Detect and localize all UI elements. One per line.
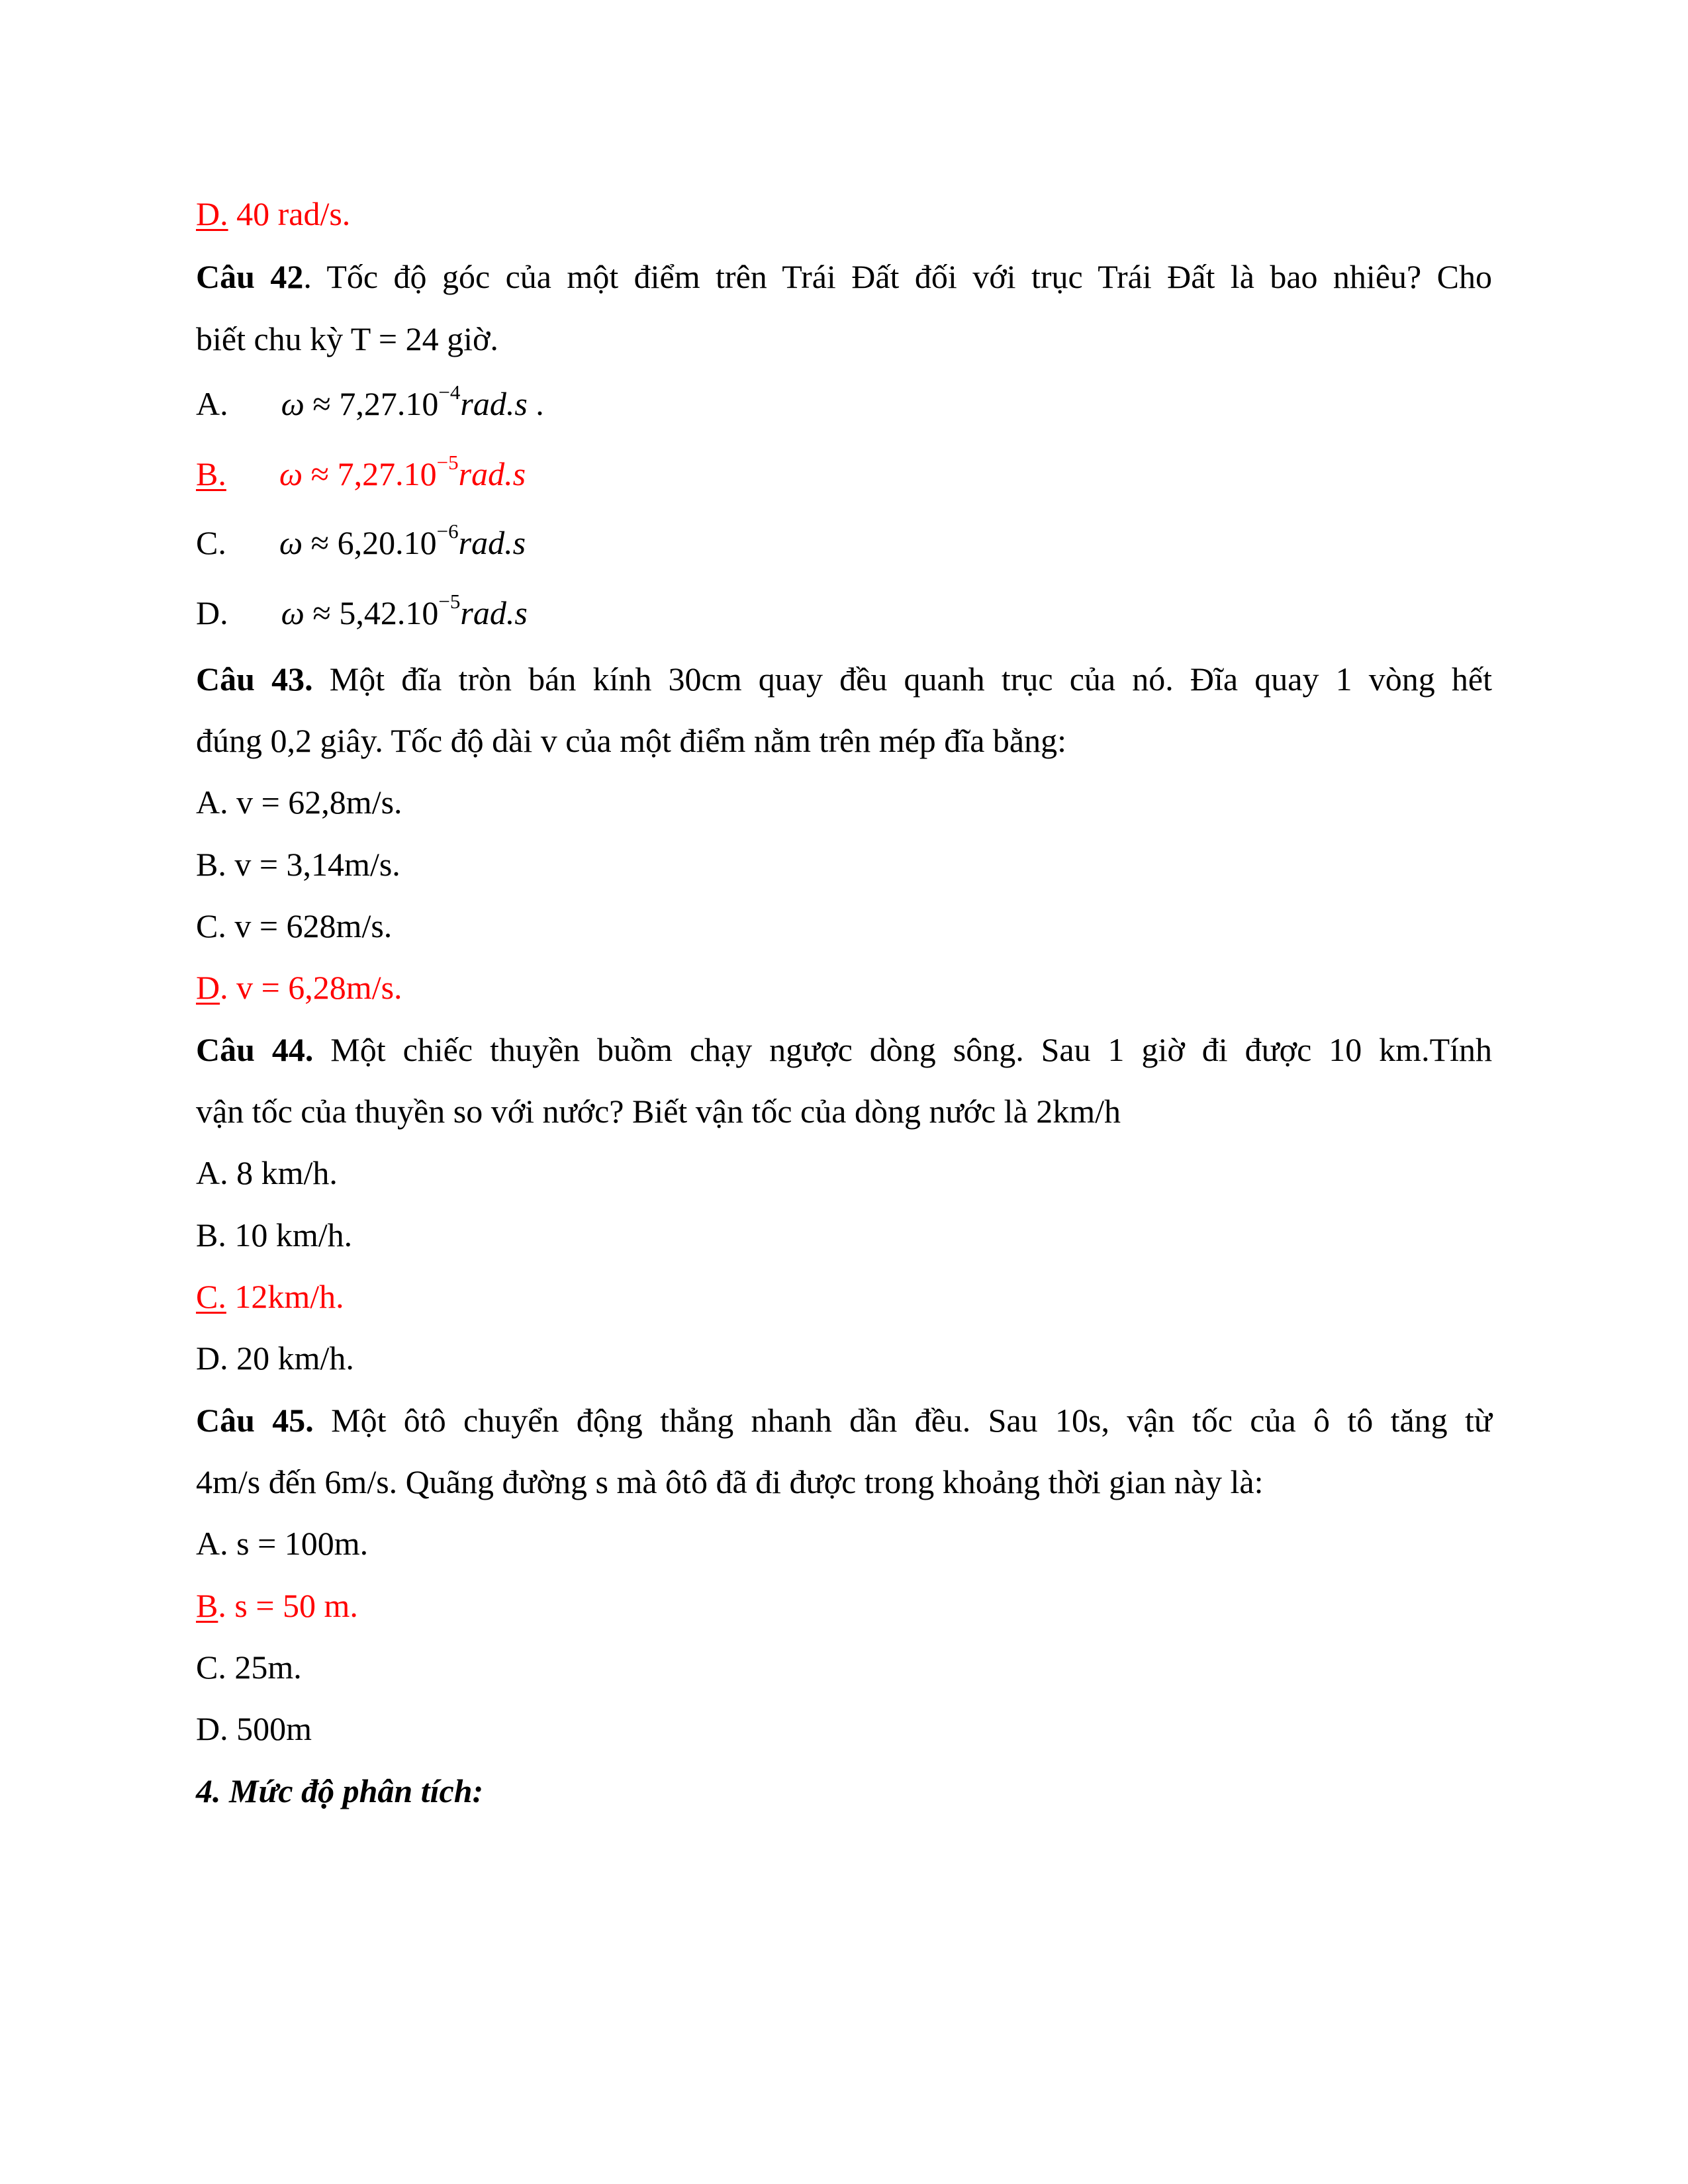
question-44-line-1 xyxy=(196,1030,1492,1069)
question-text: đúng 0,2 giây. Tốc độ dài v của một điểm nằm trên mép đĩa bằng: xyxy=(196,722,1066,759)
q44-option-d xyxy=(196,1338,1492,1378)
section-heading: 4. Mức độ phân tích: xyxy=(196,1772,484,1809)
q43-option-a xyxy=(196,782,1492,822)
option-text: 8 km/h. xyxy=(228,1154,338,1191)
question-label: Câu 43. xyxy=(196,660,313,698)
omega-symbol: ω xyxy=(281,594,305,631)
option-text: . v = 62,8m/s. xyxy=(220,784,402,821)
option-text: . 500m xyxy=(220,1710,312,1747)
option-text: . v = 628m/s. xyxy=(218,907,393,944)
question-42-line-2 xyxy=(196,319,1492,359)
option-letter: C. xyxy=(196,1278,226,1315)
option-text: 10 km/h. xyxy=(226,1216,353,1253)
option-letter: A xyxy=(196,1525,220,1562)
q42-option-b xyxy=(196,451,1492,498)
q42-option-a xyxy=(196,381,1492,428)
question-text: vận tốc của thuyền so với nước? Biết vận tốc của dòng nước là 2km/h xyxy=(196,1093,1121,1130)
option-tail: . xyxy=(527,385,544,422)
omega-symbol: ω xyxy=(281,385,305,422)
option-letter: C. xyxy=(196,524,226,561)
question-text: Một ôtô chuyển động thẳng nhanh dần đều. Sau 10s, vận tốc của ô tô tăng từ xyxy=(313,1402,1492,1439)
option-text: 12km/h. xyxy=(226,1278,344,1315)
option-unit: rad.s xyxy=(458,455,526,492)
option-letter: B xyxy=(196,1587,218,1624)
option-text: . v = 6,28m/s. xyxy=(220,969,402,1006)
q42-option-d xyxy=(196,590,1492,637)
question-45-line-2 xyxy=(196,1462,1492,1502)
question-43-line-1 xyxy=(196,659,1492,699)
option-letter: D xyxy=(196,969,220,1006)
option-text: . s = 100m. xyxy=(220,1525,369,1562)
q45-option-c xyxy=(196,1647,1492,1687)
question-text: 4m/s đến 6m/s. Quãng đường s mà ôtô đã đi được trong khoảng thời gian này là: xyxy=(196,1463,1264,1500)
question-42-line-1 xyxy=(196,257,1492,296)
question-label: Câu 42 xyxy=(196,258,304,295)
q43-option-b xyxy=(196,844,1492,884)
option-exponent: −6 xyxy=(436,520,459,543)
option-text: . 25m. xyxy=(218,1649,302,1686)
option-unit: rad.s xyxy=(460,594,528,631)
option-exponent: −5 xyxy=(436,451,459,474)
option-letter: B xyxy=(196,846,218,883)
q45-option-d xyxy=(196,1709,1492,1749)
q43-option-d xyxy=(196,968,1492,1007)
option-letter: C xyxy=(196,1649,218,1686)
option-exponent: −4 xyxy=(438,381,461,404)
option-letter: A xyxy=(196,784,220,821)
q44-option-a xyxy=(196,1153,1492,1193)
question-45-line-1 xyxy=(196,1400,1492,1440)
q42-option-c xyxy=(196,520,1492,567)
option-mantissa: 7,27.10 xyxy=(337,455,437,492)
approx-symbol: ≈ xyxy=(312,385,331,422)
question-text: . Tốc độ góc của một điểm trên Trái Đất đối với trục Trái Đất là bao nhiêu? Cho xyxy=(303,258,1492,295)
q45-option-a xyxy=(196,1524,1492,1563)
q44-option-c xyxy=(196,1277,1492,1316)
option-letter: D. xyxy=(196,1340,228,1377)
option-exponent: −5 xyxy=(438,590,461,613)
approx-symbol: ≈ xyxy=(310,524,330,561)
question-43-line-2 xyxy=(196,721,1492,760)
option-text: . v = 3,14m/s. xyxy=(218,846,400,883)
omega-symbol: ω xyxy=(279,524,303,561)
option-text: 40 rad/s. xyxy=(228,195,351,232)
option-unit: rad.s xyxy=(460,385,528,422)
option-letter: A. xyxy=(196,385,228,422)
question-text: Một chiếc thuyền buồm chạy ngược dòng sông. Sau 1 giờ đi được 10 km.Tính xyxy=(313,1031,1492,1068)
option-mantissa: 7,27.10 xyxy=(339,385,439,422)
question-label: Câu 45. xyxy=(196,1402,314,1439)
q44-option-b xyxy=(196,1215,1492,1255)
option-letter: B. xyxy=(196,1216,226,1253)
option-letter: A. xyxy=(196,1154,228,1191)
approx-symbol: ≈ xyxy=(310,455,330,492)
q45-option-b xyxy=(196,1586,1492,1625)
question-44-line-2 xyxy=(196,1091,1492,1131)
option-text: . s = 50 m. xyxy=(218,1587,358,1624)
option-letter: B. xyxy=(196,455,226,492)
option-mantissa: 5,42.10 xyxy=(339,594,439,631)
q43-option-c xyxy=(196,906,1492,946)
option-mantissa: 6,20.10 xyxy=(337,524,437,561)
option-unit: rad.s xyxy=(458,524,526,561)
omega-symbol: ω xyxy=(279,455,303,492)
approx-symbol: ≈ xyxy=(312,594,331,631)
option-letter: D xyxy=(196,1710,220,1747)
question-label: Câu 44. xyxy=(196,1031,314,1068)
question-text: Một đĩa tròn bán kính 30cm quay đều quanh trục của nó. Đĩa quay 1 vòng hết xyxy=(312,660,1492,698)
prev-answer-d xyxy=(196,194,1492,234)
option-letter: D. xyxy=(196,594,228,631)
option-letter: D. xyxy=(196,195,228,232)
question-text: biết chu kỳ T = 24 giờ. xyxy=(196,320,498,357)
option-letter: C xyxy=(196,907,218,944)
option-text: 20 km/h. xyxy=(228,1340,354,1377)
